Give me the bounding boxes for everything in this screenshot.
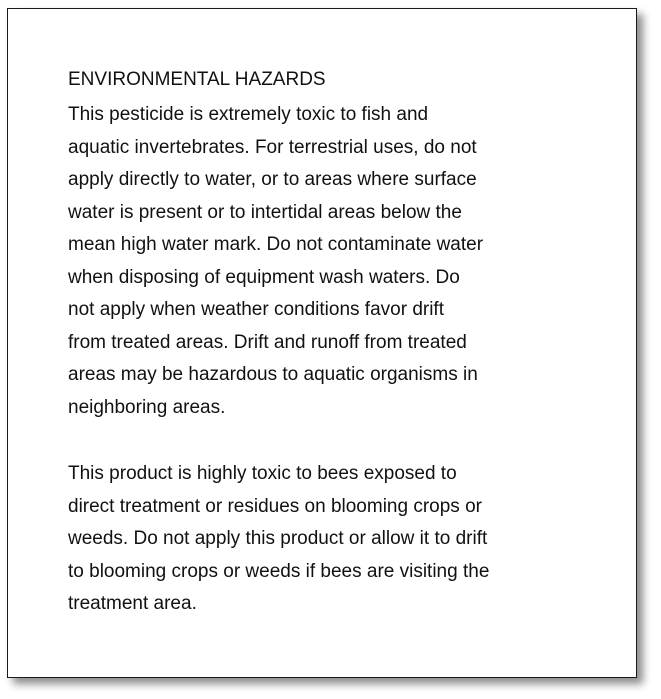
text-line: treatment area. (68, 593, 197, 614)
environmental-hazards-label (7, 8, 637, 678)
label-content (68, 67, 568, 621)
text-line: direct treatment or residues on blooming crops or (68, 495, 482, 517)
paragraph-bee-hazards (68, 458, 568, 621)
section-heading: ENVIRONMENTAL HAZARDS (68, 69, 326, 90)
text-line: water is present or to intertidal areas below the (68, 201, 462, 223)
text-line: when disposing of equipment wash waters. Do (68, 266, 460, 288)
text-line: areas may be hazardous to aquatic organisms in (68, 364, 478, 385)
text-line: not apply when weather conditions favor drift (68, 299, 444, 320)
text-line: neighboring areas. (68, 396, 226, 418)
text-line: apply directly to water, or to areas where surface (68, 169, 477, 190)
text-line: This product is highly toxic to bees exposed to (68, 463, 457, 484)
text-line: from treated areas. Drift and runoff from treated (68, 331, 467, 353)
text-line: to blooming crops or weeds if bees are visiting the (68, 560, 490, 582)
paragraph-aquatic-hazards (68, 99, 568, 424)
text-line: weeds. Do not apply this product or allow it to drift (68, 528, 488, 549)
text-line: mean high water mark. Do not contaminate water (68, 234, 484, 255)
text-line: This pesticide is extremely toxic to fish and (68, 104, 429, 125)
text-line: aquatic invertebrates. For terrestrial uses, do not (68, 136, 477, 158)
